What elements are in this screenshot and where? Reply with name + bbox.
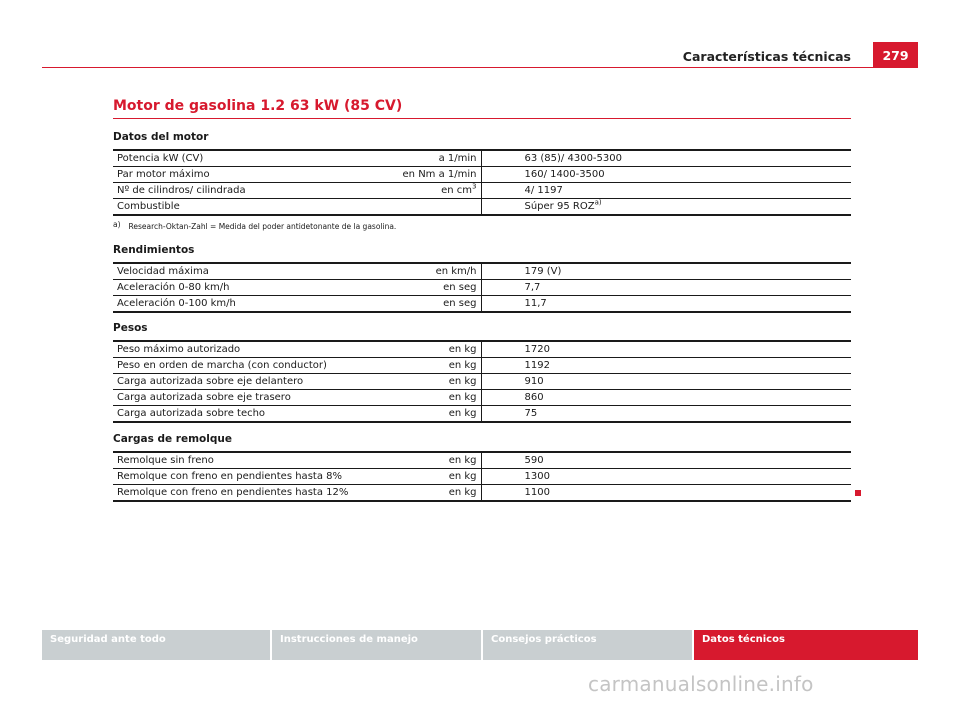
- row-value: 160/ 1400-3500: [481, 167, 851, 183]
- row-label: Combustible: [113, 199, 363, 216]
- row-value: 11,7: [481, 296, 851, 313]
- table-row: [113, 150, 851, 167]
- table-row: [113, 358, 851, 374]
- table-row: [113, 263, 851, 280]
- engine-table: [113, 149, 851, 216]
- table-row: [113, 296, 851, 313]
- row-unit: en kg: [363, 452, 481, 469]
- trailer-table: [113, 451, 851, 502]
- footnote-mark: a): [113, 220, 121, 229]
- table-row: [113, 280, 851, 296]
- row-unit: en kg: [363, 406, 481, 423]
- row-value: 7,7: [481, 280, 851, 296]
- row-unit: en kg: [363, 469, 481, 485]
- row-unit: en kg: [363, 485, 481, 502]
- section-title: Motor de gasolina 1.2 63 kW (85 CV): [113, 98, 403, 114]
- row-unit: en Nm a 1/min: [363, 167, 481, 183]
- row-label: Remolque con freno en pendientes hasta 12%: [113, 485, 363, 502]
- row-unit: en seg: [363, 280, 481, 296]
- footer-nav: [42, 630, 918, 660]
- section-end-marker: [855, 490, 861, 496]
- row-unit: en km/h: [363, 263, 481, 280]
- watermark: carmanualsonline.info: [588, 672, 814, 696]
- unit-superscript: 3: [472, 182, 477, 191]
- row-label: Peso máximo autorizado: [117, 344, 241, 355]
- weights-table: [113, 340, 851, 423]
- engine-heading: Datos del motor: [113, 131, 209, 143]
- row-label: Aceleración 0-80 km/h: [113, 280, 363, 296]
- row-label: Carga autorizada sobre techo: [113, 406, 363, 423]
- row-unit: [363, 183, 481, 199]
- weights-heading: Pesos: [113, 322, 148, 334]
- value-text: Súper 95 ROZ: [524, 201, 595, 212]
- page-number: 279: [873, 42, 918, 68]
- row-label: Carga autorizada sobre eje delantero: [113, 374, 363, 390]
- footnote-text: Research-Oktan-Zahl = Medida del poder antidetonante de la gasolina.: [128, 222, 397, 231]
- row-unit: en seg: [363, 296, 481, 313]
- trailer-heading: Cargas de remolque: [113, 433, 232, 445]
- table-row: [113, 452, 851, 469]
- row-label: Carga autorizada sobre eje trasero: [113, 390, 363, 406]
- header-rule: [42, 67, 918, 68]
- table-row: [113, 390, 851, 406]
- section-rule: [113, 118, 851, 119]
- row-value: 910: [481, 374, 851, 390]
- row-unit: [363, 199, 481, 216]
- row-label: Remolque con freno en pendientes hasta 8%: [113, 469, 363, 485]
- row-value: 1300: [481, 469, 851, 485]
- row-unit: en kg: [363, 358, 481, 374]
- footer-tab-instrucciones[interactable]: Instrucciones de manejo: [272, 630, 483, 660]
- row-label: Peso en orden de marcha (con conductor): [113, 358, 363, 374]
- table-row: [113, 469, 851, 485]
- footer-tab-seguridad[interactable]: Seguridad ante todo: [42, 630, 272, 660]
- row-value: 75: [481, 406, 851, 423]
- footnote-ref: a): [594, 198, 602, 207]
- row-value: 1192: [481, 358, 851, 374]
- row-value: 4/ 1197: [481, 183, 851, 199]
- row-value: 179 (V): [524, 266, 562, 277]
- table-row: [113, 183, 851, 199]
- row-value: 63 (85)/ 4300-5300: [524, 153, 622, 164]
- row-value: 860: [481, 390, 851, 406]
- row-value: 1720: [524, 344, 550, 355]
- footnote: [113, 222, 396, 231]
- row-value: 1100: [481, 485, 851, 502]
- row-label: Nº de cilindros/ cilindrada: [113, 183, 363, 199]
- row-label: Potencia kW (CV): [117, 153, 204, 164]
- footer-tab-consejos[interactable]: Consejos prácticos: [483, 630, 694, 660]
- table-row: [113, 199, 851, 216]
- table-row: [113, 167, 851, 183]
- footer-tab-datos-tecnicos[interactable]: Datos técnicos: [694, 630, 918, 660]
- row-value: [481, 199, 851, 216]
- row-label: Velocidad máxima: [117, 266, 209, 277]
- table-row: [113, 485, 851, 502]
- performance-table: [113, 262, 851, 313]
- row-unit: en kg: [363, 374, 481, 390]
- header-title: Características técnicas: [682, 49, 851, 64]
- table-row: [113, 341, 851, 358]
- row-label: Par motor máximo: [113, 167, 363, 183]
- table-row: [113, 374, 851, 390]
- row-unit: en kg: [363, 341, 481, 358]
- unit-text: en cm: [441, 185, 473, 196]
- row-unit: a 1/min: [363, 150, 481, 167]
- table-row: [113, 406, 851, 423]
- row-label: Aceleración 0-100 km/h: [113, 296, 363, 313]
- row-unit: en kg: [363, 390, 481, 406]
- performance-heading: Rendimientos: [113, 244, 195, 256]
- row-value: 590: [524, 455, 544, 466]
- row-label: Remolque sin freno: [117, 455, 214, 466]
